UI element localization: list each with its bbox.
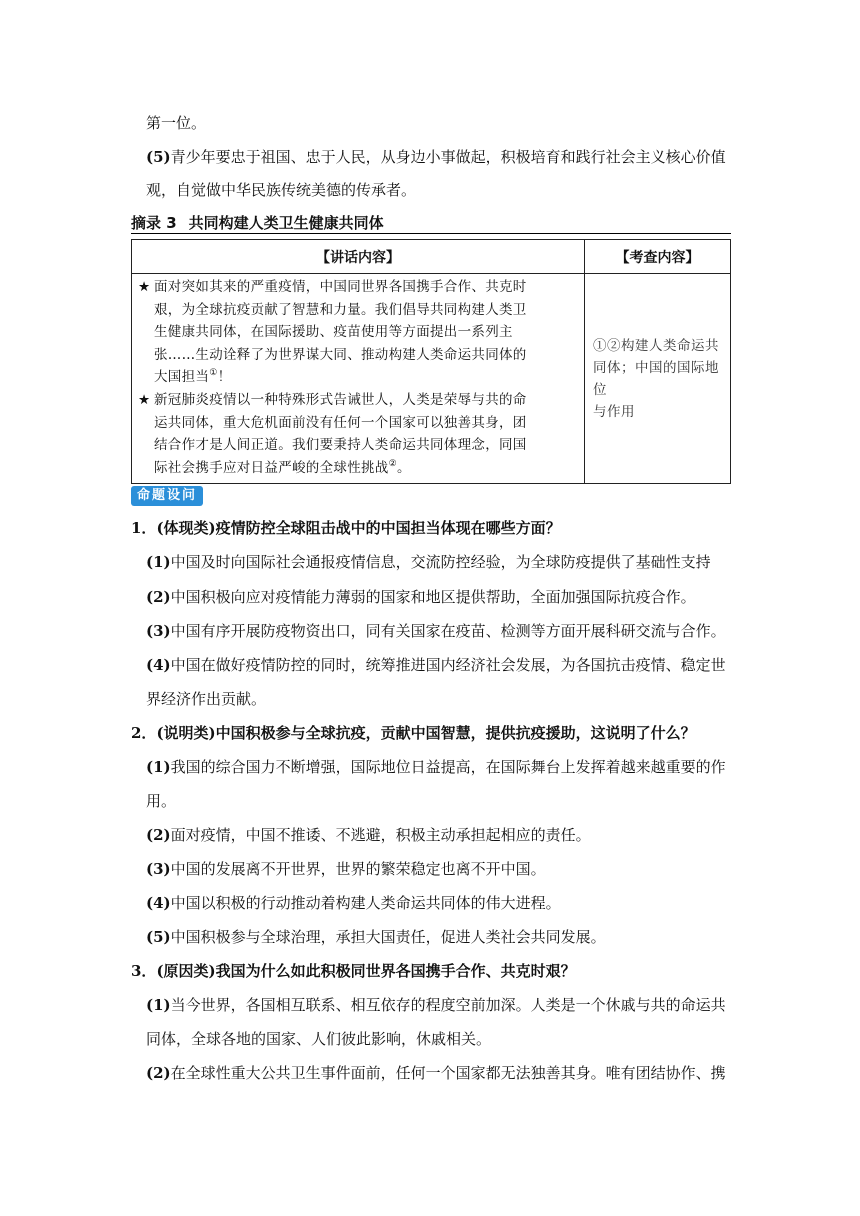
question-3 xyxy=(131,961,576,981)
answer-text: 面对疫情，中国不推诿、不逃避，积极主动承担起相应的责任。 xyxy=(170,826,591,844)
answer-line xyxy=(146,655,726,675)
speech-line: 运共同体，重大危机面前没有任何一个国家可以独善其身，团 xyxy=(154,414,527,431)
section-heading xyxy=(131,212,384,233)
header-speech-content: 【讲话内容】 xyxy=(132,240,585,274)
answer-text: 中国积极向应对疫情能力薄弱的国家和地区提供帮助，全面加强国际抗疫合作。 xyxy=(170,588,696,606)
excerpt-table xyxy=(131,239,731,484)
continued-text: 第一位。 xyxy=(146,114,207,132)
exam-line: 同体；中国的国际地位 xyxy=(593,359,719,398)
exam-line: 与作用 xyxy=(593,403,635,420)
speech-text: 大国担当 xyxy=(154,369,210,386)
answer-line xyxy=(146,995,726,1015)
answer-line xyxy=(146,927,606,947)
answer-number: (4) xyxy=(146,894,171,912)
point-5-line-1 xyxy=(146,147,726,167)
answer-text: 中国及时向国际社会通报疫情信息，交流防控经验，为全球防疫提供了基础性支持 xyxy=(170,553,711,571)
speech-line: 生健康共同体，在国际援助、疫苗使用等方面提出一系列主 xyxy=(154,324,513,341)
point-number: (5) xyxy=(146,148,171,166)
answer-number: (4) xyxy=(146,656,171,674)
question-number: 1． xyxy=(131,519,157,537)
star-icon: ★ xyxy=(138,279,151,295)
exam-line: ①②构建人类命运共 xyxy=(593,337,719,354)
answer-text: 中国的发展离不开世界，世界的繁荣稳定也离不开中国。 xyxy=(170,860,546,878)
question-text: 中国积极参与全球抗疫，贡献中国智慧，提供抗疫援助，这说明了什么？ xyxy=(215,724,696,742)
exam-content-cell xyxy=(585,274,731,484)
speech-content-cell xyxy=(132,274,585,484)
star-icon: ★ xyxy=(138,391,151,408)
speech-line: 面对突如其来的严重疫情，中国同世界各国携手合作、共克时 xyxy=(154,279,527,295)
answer-text: 在全球性重大公共卫生事件面前，任何一个国家都无法独善其身。唯有团结协作、携 xyxy=(170,1064,726,1082)
speech-line: 张……生动诠释了为世界谋大同、推动构建人类命运共同体的 xyxy=(154,346,527,363)
answer-line xyxy=(146,621,726,641)
question-number: 2． xyxy=(131,724,157,742)
answer-line xyxy=(146,859,546,879)
answer-line xyxy=(146,587,696,607)
answer-line xyxy=(146,893,561,913)
footnote-mark: ② xyxy=(388,458,397,469)
speech-item-2 xyxy=(140,389,578,479)
section-label: 摘录 3 xyxy=(131,214,177,232)
answer-number: (1) xyxy=(146,553,171,571)
answer-line: 用。 xyxy=(146,792,177,810)
speech-line xyxy=(154,457,578,480)
answer-line: 同体，全球各地的国家、人们彼此影响，休戚相关。 xyxy=(146,1030,492,1048)
question-type: (原因类) xyxy=(156,962,216,980)
answer-line: 界经济作出贡献。 xyxy=(146,690,267,708)
answer-text: 当今世界，各国相互联系、相互依存的程度空前加深。人类是一个休戚与共的命运共 xyxy=(170,996,726,1014)
answer-line xyxy=(146,1063,726,1083)
question-1 xyxy=(131,518,561,538)
answer-line xyxy=(146,552,711,572)
question-text: 我国为什么如此积极同世界各国携手合作、共克时艰？ xyxy=(215,962,576,980)
answer-number: (3) xyxy=(146,622,171,640)
speech-line xyxy=(154,366,578,389)
answer-number: (3) xyxy=(146,860,171,878)
answer-number: (2) xyxy=(146,826,171,844)
point-5-line-2: 观，自觉做中华民族传统美德的传承者。 xyxy=(146,181,417,199)
speech-end: ！ xyxy=(217,369,232,386)
speech-end: 。 xyxy=(396,459,411,476)
section-rule xyxy=(131,233,731,234)
speech-line: 艰，为全球抗疫贡献了智慧和力量。我们倡导共同构建人类卫 xyxy=(154,301,527,318)
answer-text: 中国有序开展防疫物资出口，同有关国家在疫苗、检测等方面开展科研交流与合作。 xyxy=(170,622,726,640)
answer-text: 中国在做好疫情防控的同时，统筹推进国内经济社会发展，为各国抗击疫情、稳定世 xyxy=(170,656,726,674)
question-type: (说明类) xyxy=(156,724,216,742)
header-exam-content: 【考查内容】 xyxy=(585,240,731,274)
answer-number: (5) xyxy=(146,928,171,946)
answer-number: (2) xyxy=(146,588,171,606)
answer-number: (1) xyxy=(146,758,171,776)
answer-line xyxy=(146,825,591,845)
speech-item-1 xyxy=(140,276,578,389)
question-number: 3． xyxy=(131,962,157,980)
speech-text: 际社会携手应对日益严峻的全球性挑战 xyxy=(154,459,389,476)
question-design-badge: 命题设问 xyxy=(131,486,203,506)
question-2 xyxy=(131,723,696,743)
question-type: (体现类) xyxy=(156,519,216,537)
answer-number: (2) xyxy=(146,1064,171,1082)
section-title: 共同构建人类卫生健康共同体 xyxy=(188,214,384,232)
point-text: 青少年要忠于祖国、忠于人民，从身边小事做起，积极培育和践行社会主义核心价值 xyxy=(170,148,726,166)
answer-text: 我国的综合国力不断增强，国际地位日益提高，在国际舞台上发挥着越来越重要的作 xyxy=(170,758,726,776)
speech-line: 结合作才是人间正道。我们要秉持人类命运共同体理念，同国 xyxy=(154,437,527,454)
answer-line xyxy=(146,757,726,777)
answer-text: 中国积极参与全球治理，承担大国责任，促进人类社会共同发展。 xyxy=(170,928,606,946)
speech-line: 新冠肺炎疫情以一种特殊形式告诫世人，人类是荣辱与共的命 xyxy=(154,391,527,408)
footnote-mark: ① xyxy=(209,368,218,379)
answer-number: (1) xyxy=(146,996,171,1014)
answer-text: 中国以积极的行动推动着构建人类命运共同体的伟大进程。 xyxy=(170,894,561,912)
question-text: 疫情防控全球阻击战中的中国担当体现在哪些方面？ xyxy=(215,519,561,537)
